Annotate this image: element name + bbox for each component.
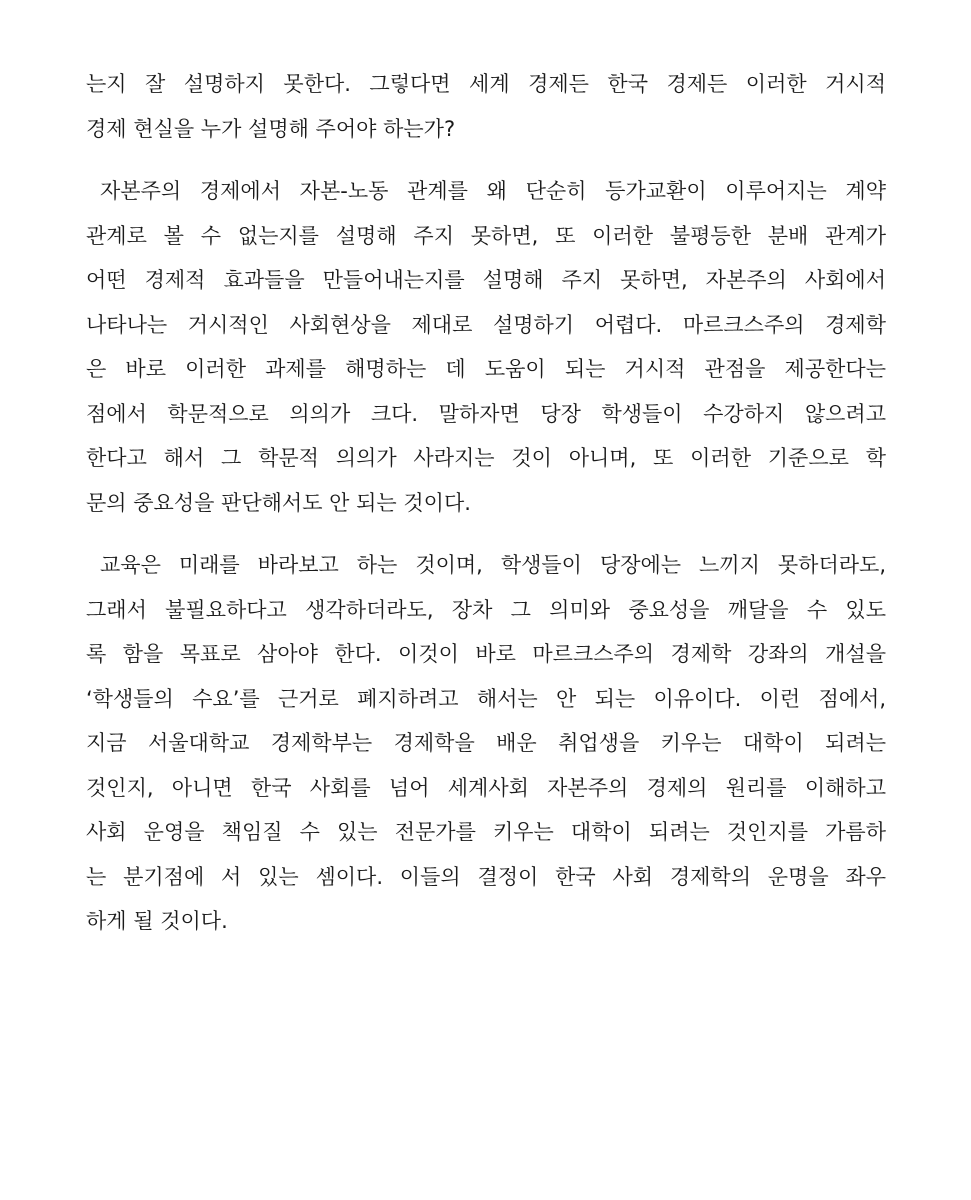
paragraph-line: ‘학생들의 수요’를 근거로 폐지하려고 해서는 안 되는 이유이다. 이런 점에서, <box>86 686 886 711</box>
paragraph-line: 어떤 경제적 효과들을 만들어내는지를 설명해 주지 못하면, 자본주의 사회에서 <box>86 268 886 292</box>
paragraph-line: 한다고 해서 그 학문적 의의가 사라지는 것이 아니며, 또 이러한 기준으로 학 <box>86 446 886 470</box>
paragraph-line: 점에서 학문적으로 의의가 크다. 말하자면 당장 학생들이 수강하지 않으려고 <box>86 401 886 426</box>
paragraph-2 <box>86 169 886 525</box>
paragraph-line: 그래서 불필요하다고 생각하더라도, 장차 그 의미와 중요성을 깨달을 수 있도 <box>86 597 886 622</box>
paragraph-line: 는 분기점에 서 있는 셈이다. 이들의 결정이 한국 사회 경제학의 운명을 좌우 <box>86 864 886 889</box>
paragraph-line: 교육은 미래를 바라보고 하는 것이며, 학생들이 당장에는 느끼지 못하더라도, <box>100 553 886 577</box>
paragraph-line: 은 바로 이러한 과제를 해명하는 데 도움이 되는 거시적 관점을 제공한다는 <box>86 357 886 381</box>
text-column <box>86 62 886 962</box>
paragraph-3 <box>86 543 886 944</box>
paragraph-line: 경제 현실을 누가 설명해 주어야 하는가? <box>86 116 456 141</box>
paragraph-line: 문의 중요성을 판단해서도 안 되는 것이다. <box>86 490 471 515</box>
paragraph-line: 는지 잘 설명하지 못한다. 그렇다면 세계 경제든 한국 경제든 이러한 거시적 <box>86 72 886 96</box>
paragraph-line: 사회 운영을 책임질 수 있는 전문가를 키우는 대학이 되려는 것인지를 가름하 <box>86 820 886 844</box>
paragraph-line: 지금 서울대학교 경제학부는 경제학을 배운 취업생을 키우는 대학이 되려는 <box>86 731 886 755</box>
paragraph-line: 관계로 볼 수 없는지를 설명해 주지 못하면, 또 이러한 불평등한 분배 관계가 <box>86 223 886 248</box>
paragraph-line: 것인지, 아니면 한국 사회를 넘어 세계사회 자본주의 경제의 원리를 이해하고 <box>86 775 886 800</box>
paragraph-1 <box>86 62 886 151</box>
paragraph-line: 자본주의 경제에서 자본-노동 관계를 왜 단순히 등가교환이 이루어지는 계약 <box>100 179 886 203</box>
paragraph-line: 나타나는 거시적인 사회현상을 제대로 설명하기 어렵다. 마르크스주의 경제학 <box>86 312 886 337</box>
paragraph-line: 하게 될 것이다. <box>86 909 228 933</box>
paragraph-line: 록 함을 목표로 삼아야 한다. 이것이 바로 마르크스주의 경제학 강좌의 개설을 <box>86 642 886 666</box>
